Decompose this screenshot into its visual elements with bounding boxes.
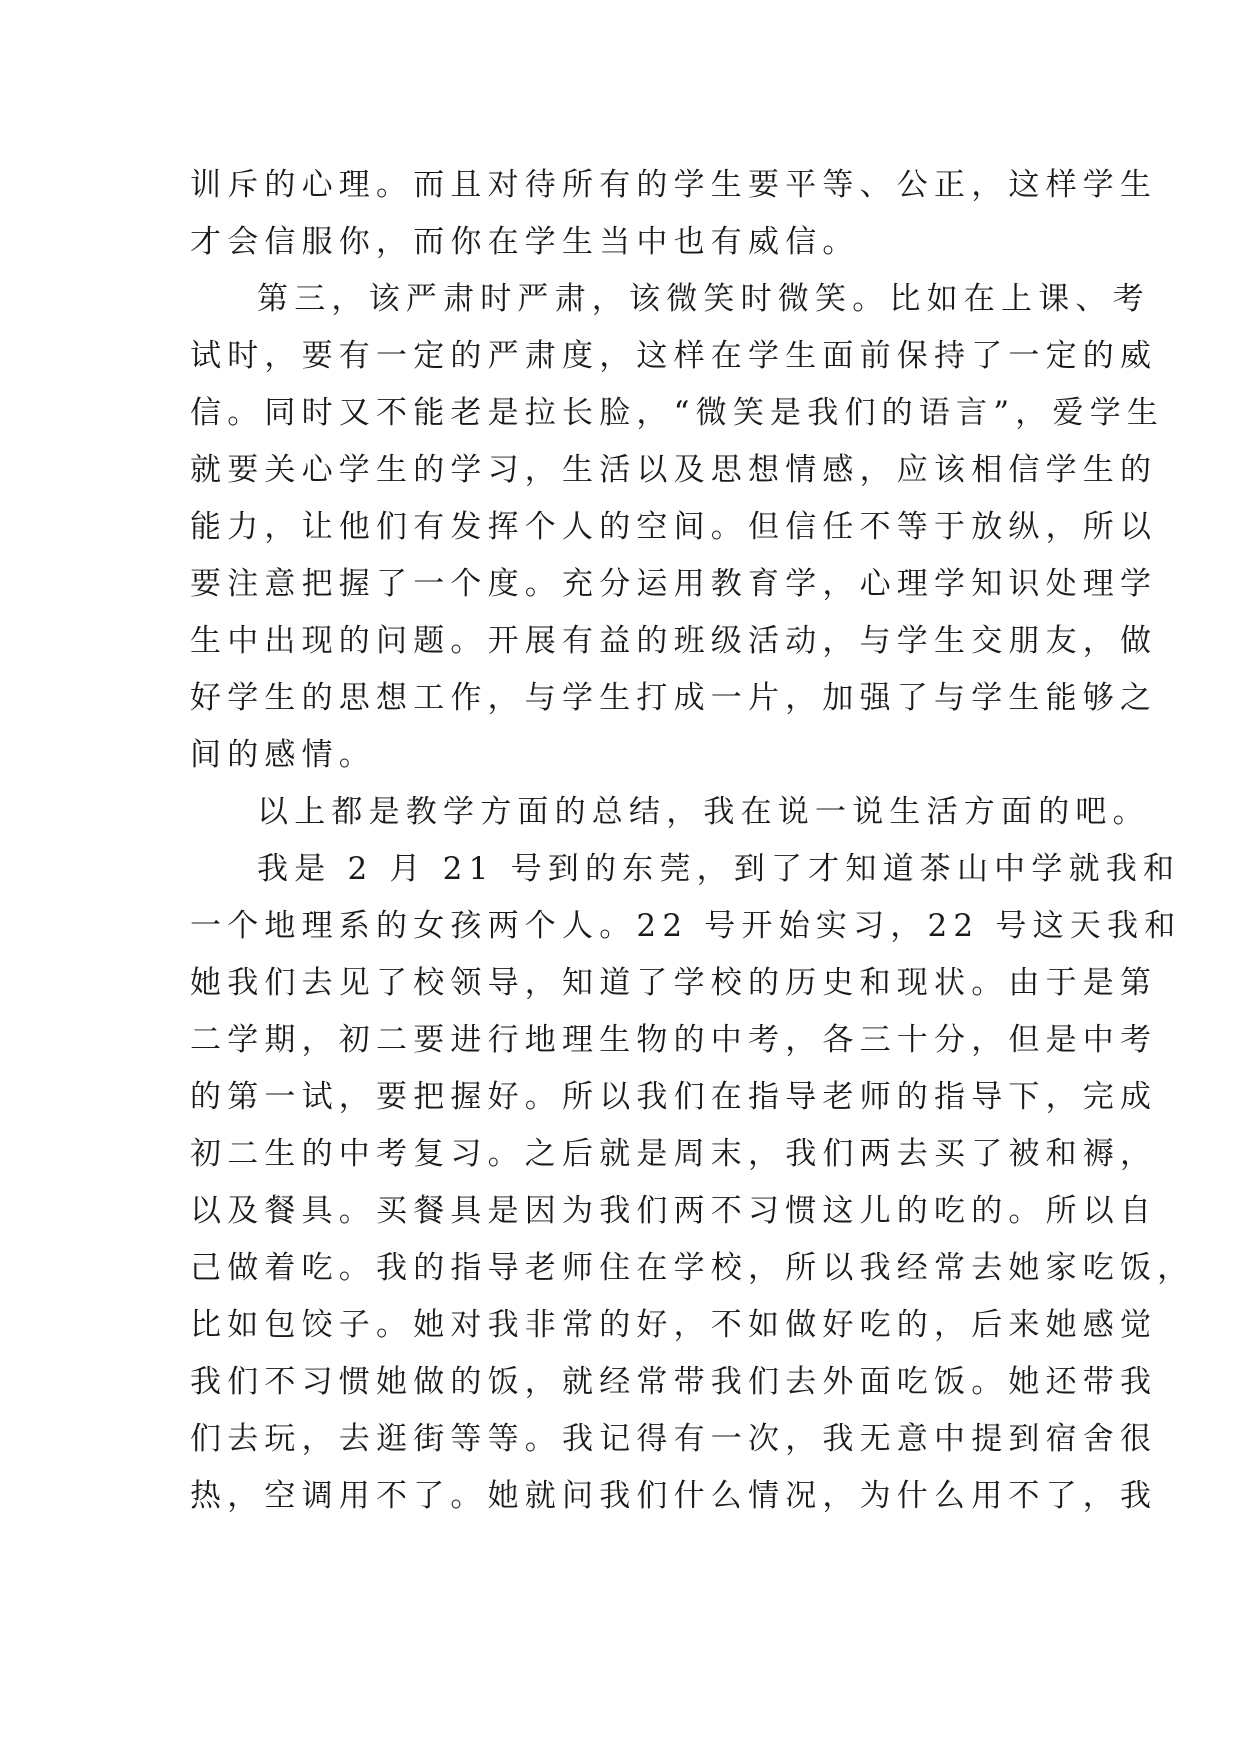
text-line: 我们不习惯她做的饭，就经常带我们去外面吃饭。她还带我 — [190, 1364, 1158, 1400]
paragraph-start-line: 我是 2 月 21 号到的东莞，到了才知道茶山中学就我和 — [257, 851, 1181, 887]
text-line: 比如包饺子。她对我非常的好，不如做好吃的，后来她感觉 — [190, 1307, 1158, 1343]
text-line: 训斥的心理。而且对待所有的学生要平等、公正，这样学生 — [190, 167, 1158, 203]
paragraph-start-line: 第三，该严肃时严肃，该微笑时微笑。比如在上课、考 — [257, 281, 1150, 317]
text-line: 生中出现的问题。开展有益的班级活动，与学生交朋友，做 — [190, 623, 1158, 659]
text-line: 热，空调用不了。她就问我们什么情况，为什么用不了，我 — [190, 1478, 1158, 1514]
text-line: 以及餐具。买餐具是因为我们两不习惯这儿的吃的。所以自 — [190, 1193, 1158, 1229]
text-line: 间的感情。 — [190, 737, 376, 773]
text-line: 己做着吃。我的指导老师住在学校，所以我经常去她家吃饭， — [190, 1250, 1195, 1286]
text-line: 就要关心学生的学习，生活以及思想情感，应该相信学生的 — [190, 452, 1158, 488]
text-line: 能力，让他们有发挥个人的空间。但信任不等于放纵，所以 — [190, 509, 1158, 545]
text-line: 试时，要有一定的严肃度，这样在学生面前保持了一定的威 — [190, 338, 1158, 374]
text-line: 才会信服你，而你在学生当中也有威信。 — [190, 224, 860, 260]
text-line: 要注意把握了一个度。充分运用教育学，心理学知识处理学 — [190, 566, 1158, 602]
text-line: 二学期，初二要进行地理生物的中考，各三十分，但是中考 — [190, 1022, 1158, 1058]
text-line: 们去玩，去逛街等等。我记得有一次，我无意中提到宿舍很 — [190, 1421, 1158, 1457]
paragraph-start-line: 以上都是教学方面的总结，我在说一说生活方面的吧。 — [257, 794, 1150, 830]
text-line: 一个地理系的女孩两个人。22 号开始实习，22 号这天我和 — [190, 908, 1182, 944]
text-line: 的第一试，要把握好。所以我们在指导老师的指导下，完成 — [190, 1079, 1158, 1115]
text-line: 她我们去见了校领导，知道了学校的历史和现状。由于是第 — [190, 965, 1158, 1001]
text-line: 信。同时又不能老是拉长脸，“微笑是我们的语言”，爱学生 — [190, 395, 1165, 431]
text-line: 初二生的中考复习。之后就是周末，我们两去买了被和褥， — [190, 1136, 1158, 1172]
text-line: 好学生的思想工作，与学生打成一片，加强了与学生能够之 — [190, 680, 1158, 716]
